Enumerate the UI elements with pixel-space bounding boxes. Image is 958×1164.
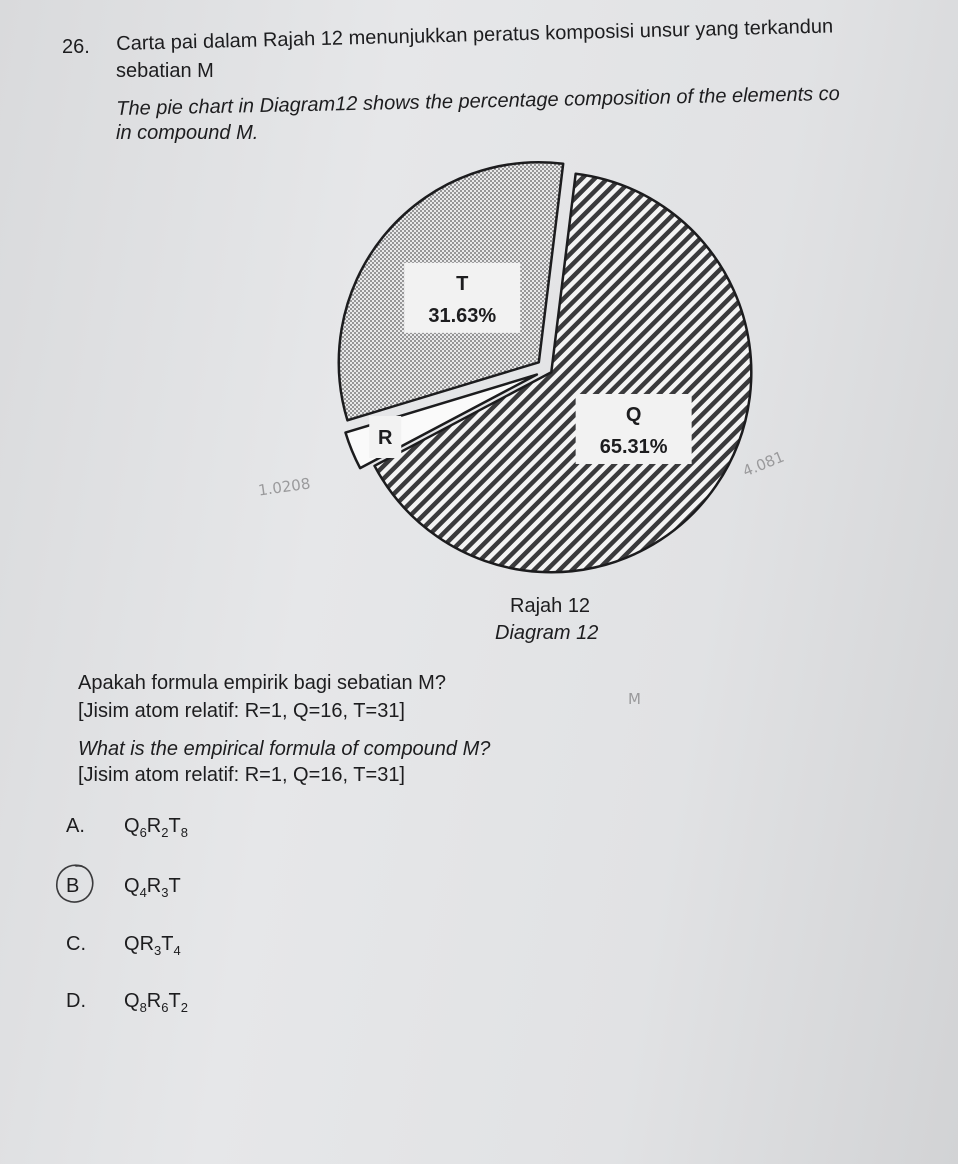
diagram-caption-malay: Rajah 12: [510, 595, 591, 617]
pie-label-t: T: [456, 272, 469, 295]
option-letter: A.: [66, 815, 85, 837]
prompt-question-english: What is the empirical formula of compound M?: [78, 738, 491, 760]
diagram-caption-english: Diagram 12: [495, 622, 599, 644]
pencil-note: M: [628, 690, 641, 708]
pencil-note: 4.081: [740, 447, 787, 481]
prompt-info-malay: [Jisim atom relatif: R=1, Q=16, T=31]: [78, 700, 405, 722]
question-number: 26.: [62, 36, 90, 58]
pencil-note: 1.0208: [257, 474, 312, 500]
pie-chart: [330, 160, 770, 580]
pie-value-q: 65.31%: [599, 435, 668, 458]
option-formula: $QR_3T_4$: [124, 933, 181, 958]
option-formula: $Q_4R_3T$: [124, 875, 181, 900]
question-text-english-1: The pie chart in Diagram12 shows the percentage composition of the elements co: [116, 82, 841, 120]
pie-value-t: 31.63%: [428, 304, 497, 327]
option-letter: C.: [66, 933, 86, 955]
pie-label-q: Q: [625, 403, 642, 426]
option-letter: D.: [66, 990, 86, 1012]
prompt-info-english: [Jisim atom relatif: R=1, Q=16, T=31]: [78, 764, 405, 786]
option-letter: B: [66, 875, 80, 897]
pie-label-r: R: [378, 427, 393, 450]
question-text-english-2: in compound M.: [116, 122, 259, 144]
prompt-question-malay: Apakah formula empirik bagi sebatian M?: [78, 672, 446, 694]
option-formula: $Q_6R_2T_8$: [124, 815, 188, 840]
question-text-malay-2: sebatian M: [116, 60, 214, 82]
option-formula: $Q_8R_6T_2$: [124, 990, 188, 1015]
question-text-malay-1: Carta pai dalam Rajah 12 menunjukkan peratus komposisi unsur yang terkandun: [116, 15, 834, 55]
